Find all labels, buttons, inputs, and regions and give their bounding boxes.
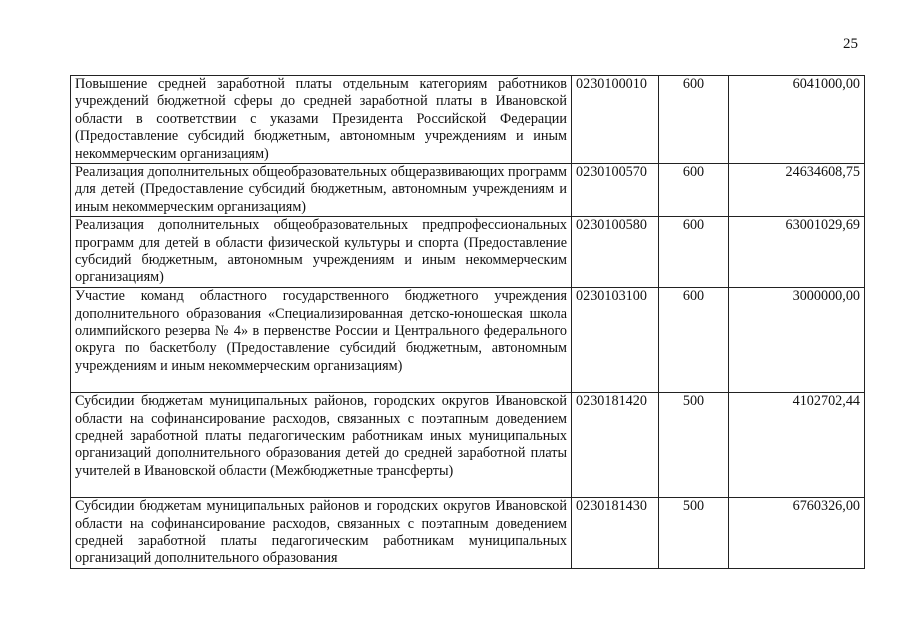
row-target-code: 0230103100 [572,288,659,393]
row-description: Повышение средней заработной платы отдельным категориям работников учреждений бюджетной сферы до средней заработной платы в Ивановской области в соответствии с указами Президента Российской Федерации (Предоставление субсидий бюджетным, автономным учреждениям и иным некоммерческим организациям) [71,76,572,164]
row-expense-type: 600 [659,217,729,288]
row-target-code: 0230181430 [572,498,659,569]
table-row [71,217,865,288]
row-target-code: 0230100570 [572,164,659,217]
row-amount: 4102702,44 [729,393,865,498]
table-row [71,393,865,498]
row-description: Участие команд областного государственного бюджетного учреждения дополнительного образования «Специализированная детско-юношеская школа олимпийского резерва № 4» в первенстве России и Центрального федерального округа по баскетболу (Предоставление субсидий бюджетным, автономным учреждениям и иным некоммерческим организациям) [71,288,572,393]
row-amount: 3000000,00 [729,288,865,393]
row-description: Субсидии бюджетам муниципальных районов и городских округов Ивановской области на софинансирование расходов, связанных с поэтапным доведением средней заработной платы педагогическим работникам муниципальных организаций дополнительного образования [71,498,572,569]
table-row [71,76,865,164]
row-target-code: 0230100580 [572,217,659,288]
table-row [71,164,865,217]
row-description: Реализация дополнительных общеобразовательных предпрофессиональных программ для детей в области физической культуры и спорта (Предоставление субсидий бюджетным, автономным учреждениям и иным некоммерческим организациям) [71,217,572,288]
budget-table [70,75,865,569]
row-expense-type: 600 [659,164,729,217]
row-description: Субсидии бюджетам муниципальных районов, городских округов Ивановской области на софинансирование расходов, связанных с поэтапным доведением средней заработной платы педагогическим работникам иных муниципальных организаций дополнительного образования детей до средней заработной платы учителей в Ивановской области (Межбюджетные трансферты) [71,393,572,498]
row-description: Реализация дополнительных общеобразовательных общеразвивающих программ для детей (Предоставление субсидий бюджетным, автономным учреждениям и иным некоммерческим организациям) [71,164,572,217]
row-target-code: 0230181420 [572,393,659,498]
row-amount: 63001029,69 [729,217,865,288]
row-amount: 6041000,00 [729,76,865,164]
row-expense-type: 600 [659,76,729,164]
table-row [71,498,865,569]
row-expense-type: 500 [659,393,729,498]
row-amount: 6760326,00 [729,498,865,569]
row-amount: 24634608,75 [729,164,865,217]
table-row [71,288,865,393]
row-expense-type: 600 [659,288,729,393]
row-expense-type: 500 [659,498,729,569]
page-number: 25 [843,36,858,52]
row-target-code: 0230100010 [572,76,659,164]
